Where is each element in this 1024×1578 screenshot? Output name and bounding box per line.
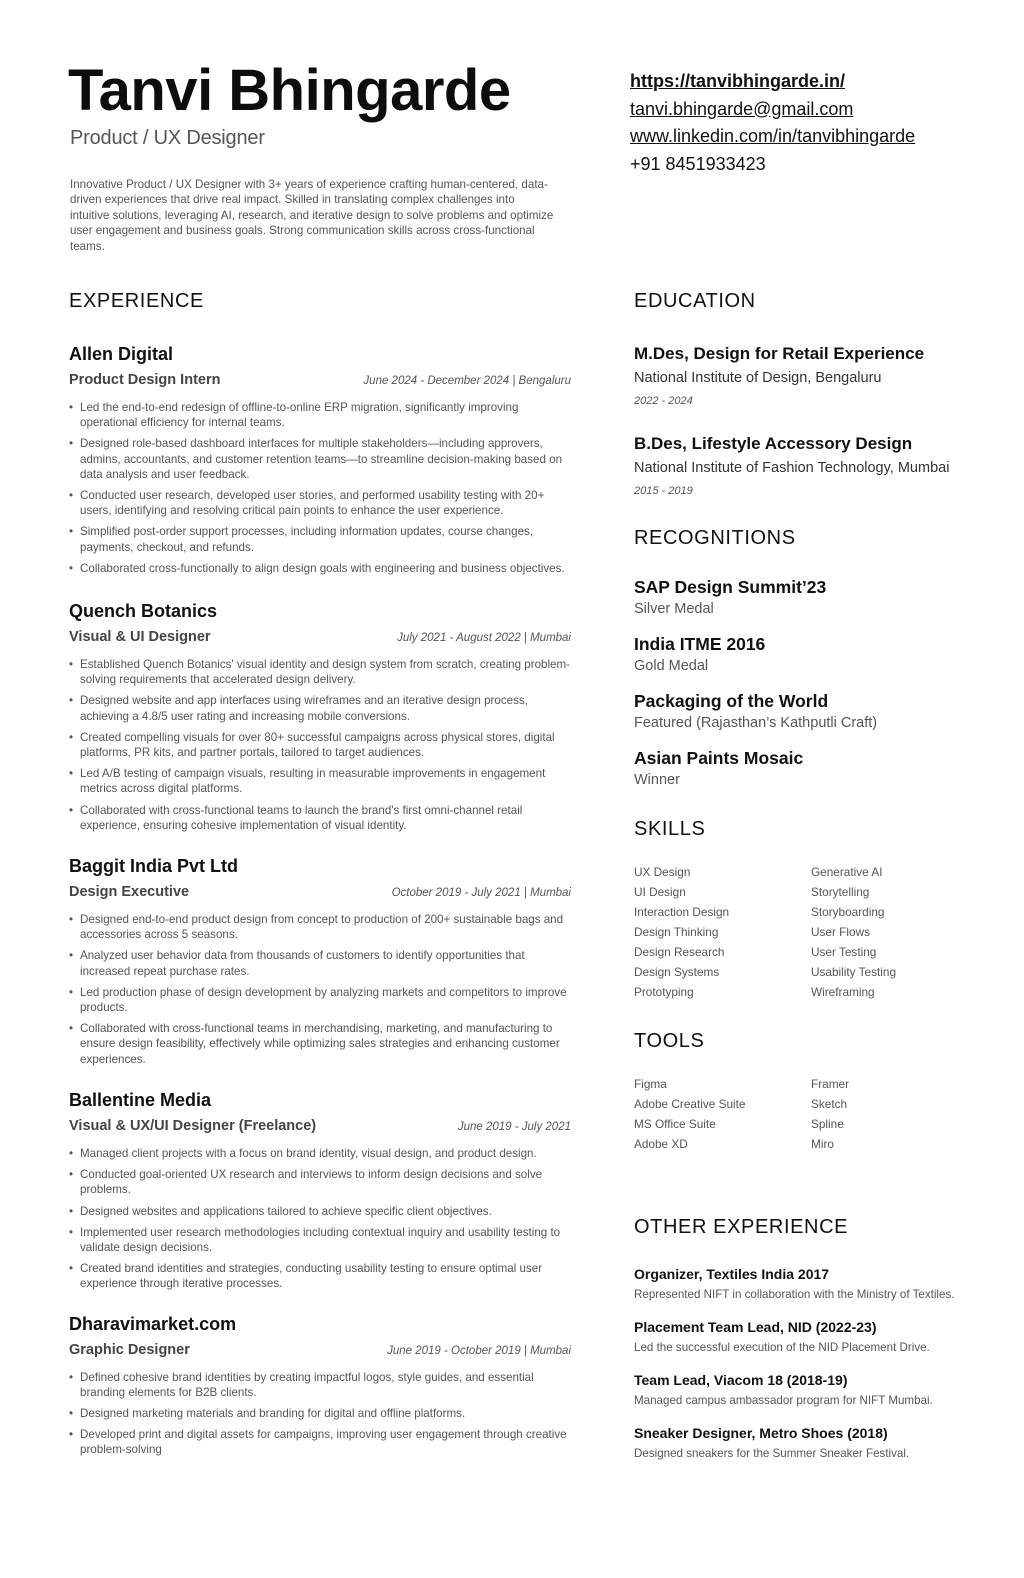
tool-item: Framer — [811, 1077, 850, 1091]
skill-item: Storyboarding — [811, 905, 885, 919]
other-role-description: Represented NIFT in collaboration with the Ministry of Textiles. — [634, 1288, 955, 1301]
company-name: Quench Botanics — [69, 601, 218, 622]
bullet-item: • Designed marketing materials and branding for digital and offline platforms. — [69, 1406, 571, 1421]
bullet-item: • Conducted user research, developed user stories, and performed usability testing with 20+ users, identifying and resolving critical pain points to enhance the user experience. — [69, 488, 571, 518]
bullet-item: • Led production phase of design development by analyzing markets and competitors to improve products. — [69, 985, 571, 1015]
award-detail: Gold Medal — [634, 658, 709, 674]
job-dates: June 2019 - October 2019 | Mumbai — [387, 1344, 571, 1357]
bullet-item: • Collaborated with cross-functional teams to launch the brand's first omni-channel retail experience, ensuring cohesive implementation of visual identity. — [69, 803, 571, 833]
job-title: Product / UX Designer — [70, 127, 265, 149]
award-detail: Silver Medal — [634, 601, 714, 617]
company-name: Baggit India Pvt Ltd — [69, 856, 238, 877]
role-title: Visual & UI Designer — [69, 629, 211, 646]
education-entry — [634, 434, 974, 497]
other-experience-heading: OTHER EXPERIENCE — [634, 1216, 849, 1238]
role-row — [69, 372, 571, 388]
tools-section — [634, 1030, 974, 1152]
candidate-name: Tanvi Bhingarde — [68, 58, 511, 123]
skills-section — [634, 818, 974, 1000]
recognition-entry — [634, 634, 974, 674]
phone-number: +91 8451933423 — [630, 153, 766, 174]
skill-item: UI Design — [634, 885, 686, 899]
role-row — [69, 1118, 571, 1134]
other-role-description: Managed campus ambassador program for NIFT Mumbai. — [634, 1394, 933, 1407]
other-experience-entry — [634, 1319, 974, 1354]
tool-item: Adobe XD — [634, 1137, 688, 1151]
role-title: Graphic Designer — [69, 1341, 190, 1358]
bullet-item: • Led A/B testing of campaign visuals, resulting in measurable improvements in engagement metrics across digital platforms. — [69, 766, 571, 796]
skill-item: Design Thinking — [634, 925, 719, 939]
bullet-item: • Designed websites and applications tailored to achieve specific client objectives. — [69, 1204, 571, 1219]
other-experience-entry — [634, 1425, 974, 1460]
bullet-item: • Implemented user research methodologies including contextual inquiry and usability testing to validate design decisions. — [69, 1225, 571, 1255]
other-role-title: Sneaker Designer, Metro Shoes (2018) — [634, 1425, 888, 1441]
role-title: Product Design Intern — [69, 372, 221, 388]
sidebar-column — [634, 290, 974, 1460]
bullet-item: • Collaborated with cross-functional teams in merchandising, marketing, and manufacturing to ensure design feasibility, effectively while optimizing sales strategies and enhancing customer experiences. — [69, 1021, 571, 1067]
job-bullets — [69, 912, 571, 1067]
skill-item: Design Research — [634, 945, 725, 959]
job-bullets — [69, 400, 571, 576]
award-detail: Featured (Rajasthan’s Kathputli Craft) — [634, 715, 878, 731]
skill-item: User Testing — [811, 945, 877, 959]
education-section — [634, 290, 974, 497]
skill-item: Generative AI — [811, 865, 883, 879]
skill-item: UX Design — [634, 865, 691, 879]
skill-item: Wireframing — [811, 985, 875, 999]
skills-grid — [634, 865, 974, 1000]
bullet-item: • Designed role-based dashboard interfaces for multiple stakeholders—including approvers, admins, accountants, and customer retention teams—to streamline decision-making based on data analysis and user feedback. — [69, 436, 571, 482]
recognition-entry — [634, 691, 974, 731]
other-role-description: Designed sneakers for the Summer Sneaker Festival. — [634, 1447, 910, 1460]
tool-item: Spline — [811, 1117, 844, 1131]
school-name: National Institute of Fashion Technology, Mumbai — [634, 460, 950, 476]
role-row — [69, 884, 571, 900]
bullet-item: • Created brand identities and strategies, conducting usability testing to ensure optimal user experience through iterative processes. — [69, 1261, 571, 1291]
role-title: Visual & UX/UI Designer (Freelance) — [69, 1117, 317, 1134]
job-entry — [69, 1090, 571, 1292]
bullet-item: • Led the end-to-end redesign of offline-to-online ERP migration, significantly improving operational efficiency for internal teams. — [69, 400, 571, 430]
skill-item: Interaction Design — [634, 905, 730, 919]
tools-grid — [634, 1077, 974, 1152]
company-name: Ballentine Media — [69, 1089, 212, 1110]
recognitions-heading: RECOGNITIONS — [634, 527, 796, 549]
job-dates: October 2019 - July 2021 | Mumbai — [391, 887, 571, 900]
degree-title: M.Des, Design for Retail Experience — [634, 344, 925, 363]
bullet-item: • Collaborated cross-functionally to align design goals with engineering and business objectives. — [69, 561, 571, 576]
education-heading: EDUCATION — [634, 290, 756, 312]
job-entry — [69, 856, 571, 1067]
bullet-item: • Simplified post-order support processes, including information updates, course changes, payments, checkout, and refunds. — [69, 524, 571, 554]
bullet-item: • Developed print and digital assets for campaigns, improving user engagement through creative problem-solving — [69, 1427, 571, 1457]
role-row — [69, 629, 571, 645]
recognitions-section — [634, 527, 974, 788]
other-role-title: Team Lead, Viacom 18 (2018-19) — [634, 1372, 848, 1388]
skills-heading: SKILLS — [634, 818, 706, 840]
award-title: Asian Paints Mosaic — [634, 748, 804, 768]
company-name: Dharavimarket.com — [69, 1313, 237, 1334]
bullet-item: • Conducted goal-oriented UX research and interviews to inform design decisions and solve problems. — [69, 1167, 571, 1197]
tool-item: Sketch — [811, 1097, 848, 1111]
tool-item: MS Office Suite — [634, 1117, 716, 1131]
skill-item: User Flows — [811, 925, 870, 939]
job-bullets — [69, 1146, 571, 1292]
linkedin-link[interactable]: www.linkedin.com/in/tanvibhingarde — [630, 126, 916, 147]
degree-title: B.Des, Lifestyle Accessory Design — [634, 434, 913, 453]
other-experience-entry — [634, 1266, 974, 1301]
other-role-title: Placement Team Lead, NID (2022-23) — [634, 1319, 877, 1335]
tools-heading: TOOLS — [634, 1030, 705, 1052]
profile-summary: Innovative Product / UX Designer with 3+ years of experience crafting human-centered, data-driven experiences that drive real impact. Skilled in translating complex challenges into intuitive solutions, leveraging AI, research, and iterative design to solve problems and optimize user engagement and business goals. Strong communication skills across cross-functional teams. — [70, 178, 554, 253]
tool-item: Figma — [634, 1077, 667, 1091]
job-bullets — [69, 1370, 571, 1458]
experience-section — [69, 290, 571, 1464]
tool-item: Adobe Creative Suite — [634, 1097, 746, 1111]
bullet-item: • Established Quench Botanics' visual identity and design system from scratch, creating problem-solving requirements that accelerated design delivery. — [69, 657, 571, 687]
other-role-description: Led the successful execution of the NID Placement Drive. — [634, 1341, 930, 1354]
email-link[interactable]: tanvi.bhingarde@gmail.com — [630, 98, 854, 119]
education-entry — [634, 344, 974, 407]
other-experience-entry — [634, 1372, 974, 1407]
education-years: 2022 - 2024 — [634, 395, 693, 407]
award-detail: Winner — [634, 772, 680, 788]
job-entry — [69, 601, 571, 833]
bullet-item: • Designed website and app interfaces using wireframes and an iterative design process, achieving a 4.8/5 user rating and increasing mobile conversions. — [69, 693, 571, 723]
job-entry — [69, 1314, 571, 1458]
education-years: 2015 - 2019 — [634, 485, 693, 497]
job-dates: June 2024 - December 2024 | Bengaluru — [363, 375, 571, 387]
contact-block — [630, 68, 915, 178]
company-name: Allen Digital — [69, 344, 174, 364]
role-title: Design Executive — [69, 884, 190, 901]
bullet-item: • Created compelling visuals for over 80+ successful campaigns across physical stores, digital platforms, PR kits, and partner portals, tailored to target audiences. — [69, 730, 571, 760]
other-role-title: Organizer, Textiles India 2017 — [634, 1266, 830, 1282]
award-title: Packaging of the World — [634, 691, 829, 711]
award-title: India ITME 2016 — [634, 634, 766, 654]
job-bullets — [69, 657, 571, 833]
role-row — [69, 1342, 571, 1358]
other-experience-section — [634, 1216, 974, 1460]
skill-item: Design Systems — [634, 965, 720, 979]
job-dates: June 2019 - July 2021 — [457, 1120, 571, 1133]
skill-item: Usability Testing — [811, 965, 897, 979]
award-title: SAP Design Summit’23 — [634, 577, 827, 597]
skill-item: Storytelling — [811, 885, 870, 899]
job-entry — [69, 344, 571, 576]
bullet-item: • Analyzed user behavior data from thousands of customers to identify opportunities that increased repeat purchase rates. — [69, 948, 571, 978]
bullet-item: • Designed end-to-end product design from concept to production of 200+ sustainable bags and accessories across 5 seasons. — [69, 912, 571, 942]
recognition-entry — [634, 748, 974, 788]
recognition-entry — [634, 577, 974, 617]
tool-item: Miro — [811, 1137, 834, 1151]
bullet-item: • Managed client projects with a focus on brand identity, visual design, and product design. — [69, 1146, 571, 1161]
school-name: National Institute of Design, Bengaluru — [634, 370, 882, 386]
experience-heading: EXPERIENCE — [69, 290, 204, 312]
job-dates: July 2021 - August 2022 | Mumbai — [397, 632, 571, 645]
skill-item: Prototyping — [634, 985, 694, 999]
bullet-item: • Defined cohesive brand identities by creating impactful logos, style guides, and essential branding elements for B2B clients. — [69, 1370, 571, 1400]
website-link[interactable]: https://tanvibhingarde.in/ — [630, 71, 845, 91]
